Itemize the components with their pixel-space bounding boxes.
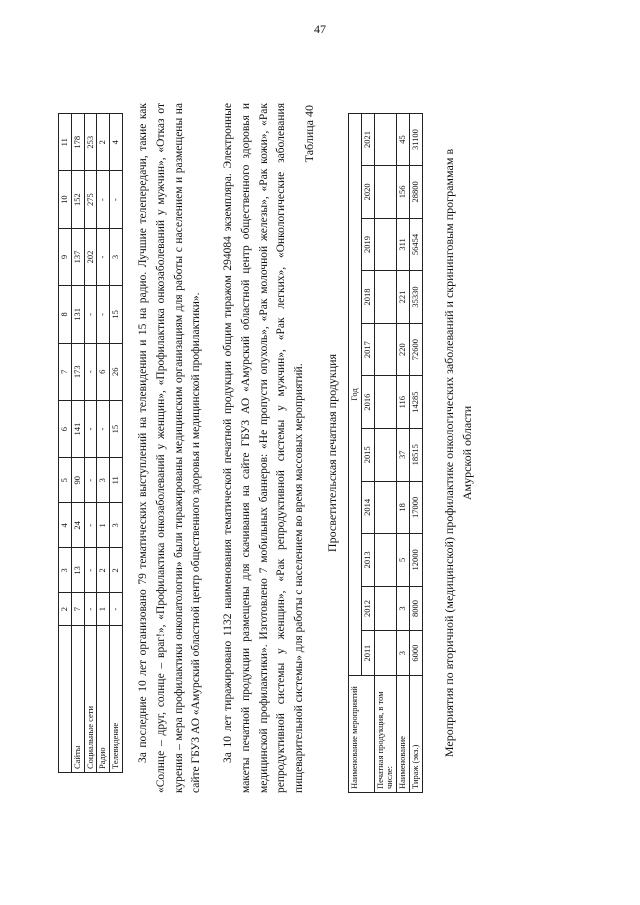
table-cell	[374, 428, 397, 481]
table-cell: 7	[59, 343, 72, 400]
table-number-label: Таблица 40	[302, 104, 316, 162]
media-activity-table	[58, 113, 123, 773]
table-cell: 1	[97, 502, 110, 547]
row-label: Тираж (экз.)	[409, 675, 422, 792]
table-cell: 31100	[409, 113, 422, 165]
table-row	[409, 113, 422, 792]
rotated-page-content	[40, 33, 600, 873]
table-cell: -	[97, 285, 110, 342]
table-cell: 15	[110, 285, 123, 342]
table-cell: 5	[59, 457, 72, 502]
table-cell: 11	[59, 113, 72, 170]
table-cell: 4	[59, 502, 72, 547]
table-cell: 12000	[409, 533, 422, 586]
table-cell: 141	[71, 400, 84, 457]
table-cell: 311	[397, 218, 410, 271]
table-cell: -	[84, 343, 97, 400]
table-cell	[374, 481, 397, 534]
row-label: Радио	[97, 625, 110, 772]
table-cell: 15	[110, 400, 123, 457]
table-cell: 13	[71, 547, 84, 592]
table-cell: 3	[110, 228, 123, 285]
table-cell: 90	[71, 457, 84, 502]
print-products-table	[348, 113, 423, 793]
table-cell: -	[97, 228, 110, 285]
table-cell	[374, 323, 397, 376]
group-header: Год	[349, 113, 362, 675]
table-cell: 5	[397, 533, 410, 586]
table-cell: 3	[397, 630, 410, 675]
table-cell: 24	[71, 502, 84, 547]
column-header: Наименование мероприятий	[349, 675, 375, 792]
year-cell: 2012	[361, 586, 374, 631]
year-cell: 2013	[361, 533, 374, 586]
table-cell	[374, 270, 397, 323]
row-label: Телевидение	[110, 625, 123, 772]
year-cell: 2011	[361, 630, 374, 675]
table-header-row	[349, 113, 362, 792]
table-cell: -	[110, 170, 123, 227]
table-cell: 1	[97, 592, 110, 625]
table-row	[84, 113, 97, 772]
table-cell: -	[84, 502, 97, 547]
row-label: Наименование	[397, 675, 410, 792]
table-cell: -	[97, 400, 110, 457]
table-cell: -	[84, 547, 97, 592]
table-cell: 2	[110, 547, 123, 592]
table-cell: 221	[397, 270, 410, 323]
table-cell: 275	[84, 170, 97, 227]
table-cell: 2	[97, 113, 110, 170]
table-cell: 18515	[409, 428, 422, 481]
table-cell: 56454	[409, 218, 422, 271]
table-cell: 28800	[409, 165, 422, 218]
table-cell: 137	[71, 228, 84, 285]
table-cell: 220	[397, 323, 410, 376]
table-cell	[59, 625, 72, 772]
table-cell	[374, 165, 397, 218]
table-cell: 37	[397, 428, 410, 481]
table-row	[97, 113, 110, 772]
table-cell: 3	[397, 586, 410, 631]
table-cell: -	[84, 285, 97, 342]
table-cell	[374, 113, 397, 165]
table-cell: -	[84, 400, 97, 457]
table-cell	[374, 533, 397, 586]
table-cell: 178	[71, 113, 84, 170]
table-cell: 4	[110, 113, 123, 170]
table-cell: 202	[84, 228, 97, 285]
paragraph-media: За последние 10 лет организовано 79 тематических выступлений на телевидении и 15 на радио. Лучшие телепередачи, такие как «Солнце – друг, солнце – враг!», «Профилактика онкозаболеваний у женщин», «Профилактика онкозаболеваний у мужчин», «Отказ от курения – мера профилактики онкопатологии» были тиражированы медицинским организациям для работы с населением и размещены на сайте ГБУЗ АО «Амурский областной центр общественного здоровья и медицинской профилактики».	[137, 102, 203, 793]
table-cell: 6	[97, 343, 110, 400]
table-cell: 2	[59, 592, 72, 625]
year-cell: 2016	[361, 375, 374, 428]
table-cell: 9	[59, 228, 72, 285]
table-cell: 173	[71, 343, 84, 400]
table-cell: -	[110, 592, 123, 625]
table-cell: 156	[397, 165, 410, 218]
year-cell: 2018	[361, 270, 374, 323]
table-cell: 10	[59, 170, 72, 227]
table-cell: 11	[110, 457, 123, 502]
row-label: Сайты	[71, 625, 84, 772]
table-cell: -	[97, 170, 110, 227]
year-cell: 2014	[361, 481, 374, 534]
table-cell: 8000	[409, 586, 422, 631]
table-row	[374, 113, 397, 792]
row-label: Печатная продукция, в том числе:	[374, 675, 397, 792]
table-cell: 8	[59, 285, 72, 342]
year-cell: 2021	[361, 113, 374, 165]
table-cell: 131	[71, 285, 84, 342]
table-cell: 26	[110, 343, 123, 400]
table-cell: 3	[59, 547, 72, 592]
table-cell: 6	[59, 400, 72, 457]
table-cell	[374, 218, 397, 271]
table-row	[397, 113, 410, 792]
year-cell: 2015	[361, 428, 374, 481]
table-cell	[374, 586, 397, 631]
table-cell: 18	[397, 481, 410, 534]
table-cell: 45	[397, 113, 410, 165]
year-cell: 2020	[361, 165, 374, 218]
table-cell: 14285	[409, 375, 422, 428]
table-cell: 116	[397, 375, 410, 428]
year-cell: 2019	[361, 218, 374, 271]
table-row	[71, 113, 84, 772]
table-cell: 7	[71, 592, 84, 625]
table-cell: 253	[84, 113, 97, 170]
paragraph-print: За 10 лет тиражировано 1132 наименования тематической печатной продукции общим тиражом 294084 экземпляра. Электронные макеты печатной продукции размещены для скачивания на сайте ГБУЗ АО «Амурский областной центр общественного здоровья и медицинской профилактики». Изготовлено 7 мобильных баннеров: «Не пропусти опухоль», «Рак молочной железы», «Рак кожи», «Рак репродуктивной системы у женщин», «Рак репродуктивной системы у мужчин», «Рак легких», «Онкологические заболевания пищеварительной системы» для работы с населением во время массовых мероприятий.	[222, 102, 306, 793]
table-row	[110, 113, 123, 772]
table-cell: -	[84, 457, 97, 502]
table-cell: -	[84, 592, 97, 625]
section-heading: Мероприятия по вторичной (медицинской) профилактике онкологических заболеваний и скрининговым программам в Амурской области	[442, 148, 474, 757]
year-cell: 2017	[361, 323, 374, 376]
table-cell: 17000	[409, 481, 422, 534]
table-cell	[374, 375, 397, 428]
table-cell	[374, 630, 397, 675]
table-cell: 3	[110, 502, 123, 547]
table-cell: 6000	[409, 630, 422, 675]
table-header-row	[59, 113, 72, 772]
table-title: Просветительская печатная продукция	[325, 353, 339, 552]
table-cell: 35330	[409, 270, 422, 323]
table-cell: 3	[97, 457, 110, 502]
page-number: 47	[314, 22, 326, 36]
table-cell: 152	[71, 170, 84, 227]
row-label: Социальные сети	[84, 625, 97, 772]
table-cell: 2	[97, 547, 110, 592]
table-cell: 72600	[409, 323, 422, 376]
